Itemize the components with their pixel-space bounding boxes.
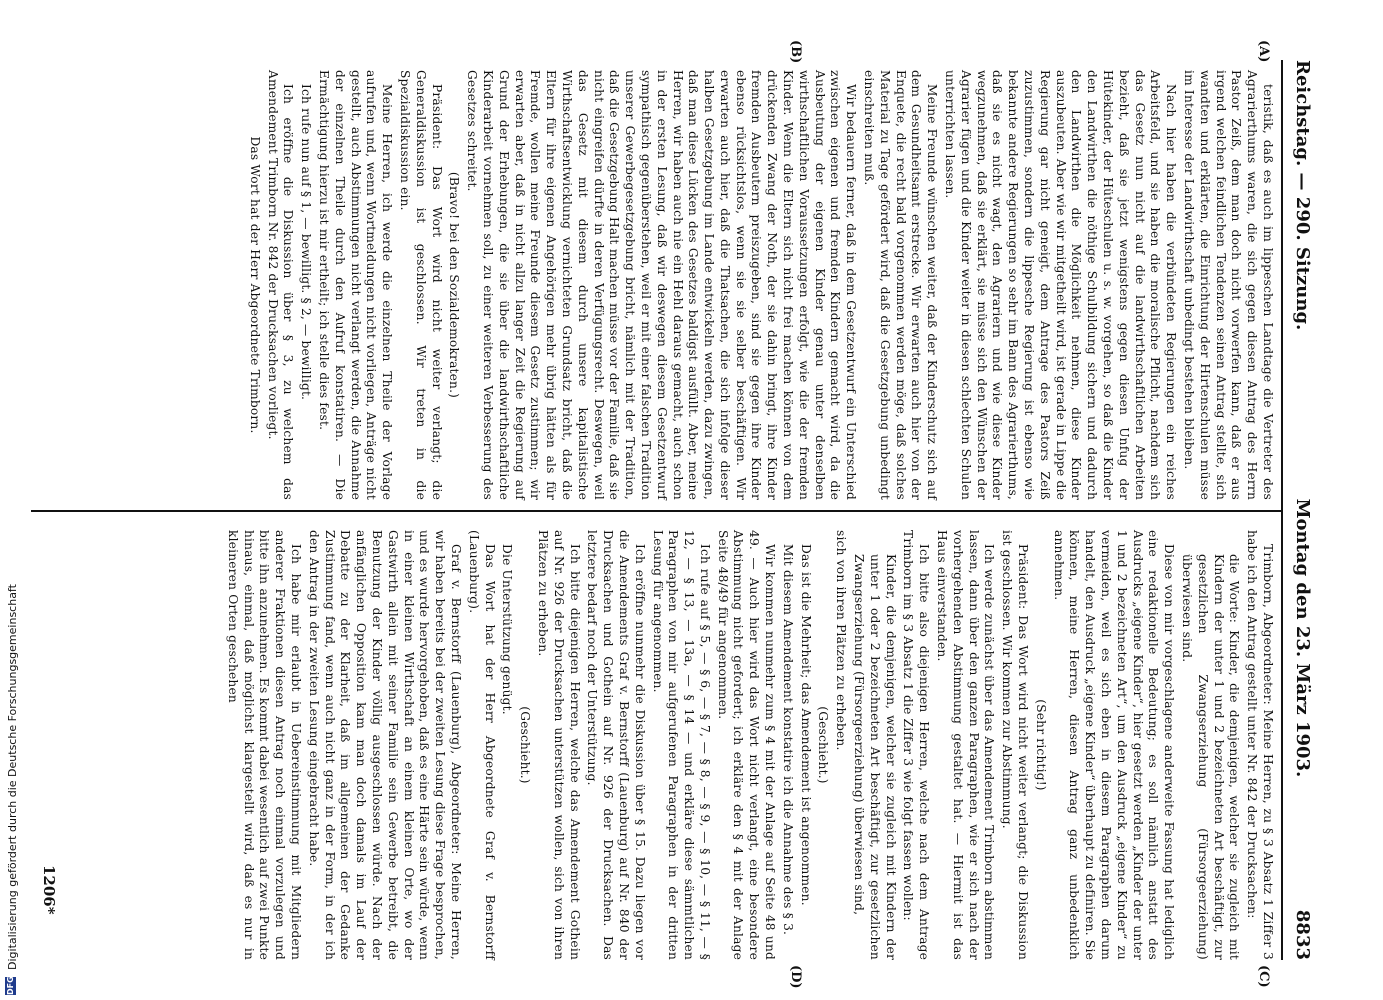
paragraph: Trimborn, Abgeordneter: Meine Herren, zu § 3 Absatz 1 Ziffer 3 habe ich den Antrag gestellt unter Nr. 842 der Drucksachen: [1245, 530, 1275, 960]
digitization-text: Digitalisierung gefördert durch die Deutsche Forschungsgemeinschaft [6, 584, 19, 970]
paragraph: Die Unterstützung genügt. [500, 544, 515, 715]
page-header [1287, 60, 1313, 960]
interjection: (Sehr richtig!) [1033, 699, 1048, 791]
header-left: Reichstag. — 290. Sitzung. [1292, 60, 1313, 331]
interjection: (Geschieht.) [816, 706, 831, 784]
header-date: Montag den 23. März 1903. [1292, 498, 1313, 778]
paragraph: teristik, daß es auch im lippeschen Landtage die Vertreter des Agrarierthums waren, die sich gegen diesen Antrag des Herrn Pastor Zeiß, dem man doch nicht vorwerfen kann, daß er aus irgend welchen feindlichen Tendenzen seinen Antrag stellte, sich wandten und erklärten, die Einrichtung der Hirtenschulen müsse im Interesse der Landwirthschaft unbedingt bestehen bleiben. [1182, 70, 1275, 500]
margin-marker-d: (D) [788, 965, 803, 989]
paragraph: Wir bedauern ferner, daß in dem Gesetzentwurf ein Unterschied zwischen eigenen und fremden Kindern gemacht wird, da die Ausbeutung der eigenen Kinder genau unter denselben wirthschaftlichen Voraussetzungen erfolgt, wie die der fremden Kinder. Wenn die Eltern sich nicht frei machen können von dem drückenden Zwang der Noth, der sie dahin bringt, ihre Kinder fremden Ausbeutern preiszugeben, sind sie gegen ihre Kinder ebenso rücksichtslos, wenn sie sie selber beschäftigen. Wir erwarten auch hier, daß die Thatsachen, die sich infolge dieser halben Gesetzgebung im Lande entwickeln werden, dazu zwingen, daß man diese Lücken des Gesetzes baldigst ausfüllt. Aber, meine Herren, wir haben auch nie ein Hehl daraus gemacht, auch schon in der ersten Lesung, daß wir deswegen diesem Gesetzentwurf sympathisch gegenüberstehen, weil er mit einer falschen Tradition unserer Gewerbegesetzgebung bricht, nämlich mit der Tradition, daß die Gesetzgebung Halt machen müsse vor der Familie, daß sie nicht eingreifen dürfte in deren Verfügungsrecht. Deswegen, weil das Gesetz mit diesem durch unsere kapitalistische Wirthschaftsentwicklung vernichteten Grundsatz bricht, daß die Eltern für ihre eigenen Angehörigen mehr übrig hätten als für Fremde, wollen meine Freunde diesem Gesetz zustimmen; wir erwarten aber, daß in nicht allzu langer Zeit die Regierung auf Grund der Erhebungen, die sie über die landwirthschaftliche Kinderarbeit vornehmen soll, zu einer weiteren Verbesserung des Gesetzes schreitet. [465, 70, 859, 500]
paragraph: Ich eröffne die Diskussion über § 3, zu welchem das Amendement Trimborn Nr. 842 der Drucksachen vorliegt. [265, 70, 296, 500]
paragraph: Ich habe mir erlaubt in Uebereinstimmung mit Mitgliedern anderer Fraktionen diesen Antrag noch einmal vorzulegen und bitte ihn anzunehmen. Es kommt dabei wesentlich auf zwei Punkte hinaus, einmal, daß möglichst klargestellt wird, daß es nur in kleineren Orten geschehen [225, 530, 303, 960]
paragraph: Meine Freunde wünschen weiter, daß der Kinderschutz sich auf dem Gesundheitsamt erstrecke. Wir erwarten auch hier von der Enquete, die recht bald vorgenommen werden möge, daß solches Material zu Tage gefördert wird, daß die Gesetzgebung unbedingt einschreiten muß. [862, 70, 940, 500]
applause-note: (Bravo! bei den Sozialdemokraten.) [447, 171, 462, 399]
paragraph: Das ist die Mehrheit; das Amendement ist angenommen. [798, 544, 813, 906]
paragraph: Ich werde zunächst über das Amendement Trimborn abstimmen lassen, dann über den ganzen Paragraphen, wie er sich nach der vorhergehenden Abstimmung gestaltet hat. — Hiermit ist das Haus einverstanden. [935, 530, 997, 960]
paragraph: Präsident: Das Wort wird nicht weiter verlangt; die Diskussion ist geschlossen. Wir kommen zur Abstimmung. [1000, 530, 1031, 960]
header-right [1292, 499, 1313, 960]
paragraph: Präsident: Das Wort wird nicht weiter verlangt; die Generaldiskussion ist geschlossen. Wir treten in die Spezialdiskussion ein. [397, 70, 444, 500]
margin-marker-c: (C) [1256, 965, 1271, 988]
margin-marker-a: (A) [1256, 40, 1271, 63]
paragraph: Ich rufe auf § 5, — § 6, — § 7, — § 8, — § 9, — § 10, — § 11, — § 12, — § 13, — 13a, — § 14 — und erkläre diese sämmtlichen Paragraphen von mir aufgerufenen Paragraphen in der dritten Lesung für angenommen. [650, 530, 712, 960]
paragraph: Meine Herren, ich werde die einzelnen Theile der Vorlage aufrufen und, wenn Wortmeldungen nicht vorliegen, Anträge nicht gestellt, auch Abstimmungen nicht verlangt werden, die Annahme der einzelnen Theile durch den Aufruf konstatiren. — Die Ermächtigung hierzu ist mir ertheilt; ich stelle dies fest. [316, 70, 395, 500]
left-column [244, 70, 1275, 500]
paragraph: Graf v. Bernstorff (Lauenburg), Abgeordneter: Meine Herren, wir haben bereits bei der zweiten Lesung diese Frage besprochen, und es wurde hervorgehoben, daß es eine Härte sein würde, wenn in einer kleinen Wirthschaft an einem kleinen Orte, wo der Gastwirth allein mit seiner Familie sein Gewerbe betreibt, die Benutzung der Kinder völlig ausgeschlossen würde. Nach der anfänglichen Opposition kam man doch damals im Lauf der Debatte zu der Klarheit, daß im allgemeinen der Gedanke Zustimmung fand, wenn auch nicht ganz in der Form, in der ich den Antrag in der zweiten Lesung eingebracht habe. [306, 530, 463, 960]
footer-signature: 1206* [40, 865, 58, 915]
paragraph: Nach hier haben die verbündeten Regierungen ein reiches Arbeitsfeld, und sie haben die moralische Pflicht, nachdem sich das Gesetz nun nicht auf die landwirthschaftlichen Arbeiten bezieht, daß sie jetzt wenigstens gegen diesen Unfug der Hütekinder, der Hüteschulen u. s. w. vorgehen, so daß die Kinder den Landwirthen die nöthige Schulbildung sichern und dadurch den Landwirthen die Möglichkeit nehmen, diese Kinder auszubeuten. Aber wie wir mitgetheilt wird, ist gerade in Lippe die Regierung gar nicht geneigt, dem Antrage des Pastors Zeiß zuzustimmen, sondern die lippesche Regierung ist ebenso wie bekannte andere Regierungen so sehr im Bann des Agrarierthums, daß sie es nicht wagt, den Agrariern und wie diese Kinder wegzunehmen, daß sie erklärt, sie müsse sich den Wünschen der Agrarier fügen und die Kinder weiter in diesen schlechten Schulen unterrichten lassen. [943, 70, 1179, 500]
paragraph: Ich rufe nun auf § 1, — bewilligt. § 2, — bewilligt. [299, 84, 314, 401]
interjection: (Geschieht.) [518, 706, 533, 784]
paragraph: Ich eröffne nunmehr die Diskussion über § 15. Dazu liegen vor die Amendements Graf v. Bernstorff (Lauenburg) auf Nr. 840 der Drucksachen und Gothein auf Nr. 926 der Drucksachen. Das letztere bedarf noch der Unterstützung. [585, 530, 647, 960]
dfg-logo: DFG [6, 976, 15, 995]
paragraph: Das Wort hat der Herr Abgeordnete Graf v. Bernstorff (Lauenburg). [466, 530, 497, 960]
digitization-note [0, 0, 22, 1000]
right-column [222, 530, 1275, 960]
paragraph: Wir kommen nunmehr zum § 4 mit der Anlage auf Seite 48 und 49. — Auch hier wird das Wort nicht verlangt, eine besondere Abstimmung nicht gefordert; ich erkläre den § 4 mit der Anlage Seite 48/49 für angenommen. [715, 530, 778, 960]
header-rule [1281, 60, 1283, 960]
paragraph: Mit diesem Amendement konstatire ich die Annahme des § 3. [780, 544, 795, 936]
margin-marker-b: (B) [788, 40, 803, 64]
speaker-call: Das Wort hat der Herr Abgeordnete Trimborn. [247, 136, 262, 434]
paragraph: Diese von mir vorgeschlagene anderweite Fassung hat lediglich eine redaktionelle Bedeutung; es soll nämlich anstatt des Ausdrucks „eigene Kinder“, hier gesetzt werden „Kinder der unter 1 und 2 bezeichneten Art“, um den Ausdruck „eigene Kinder“ zu vermeiden, weil es sich eben in diesem Paragraphen darum handelt, den Ausdruck „eigene Kinder“ überhaupt zu definiren. Sie können, meine Herren, diesen Antrag ganz unbedenklich annehmen. [1051, 530, 1177, 960]
column-divider [31, 510, 1281, 512]
paragraph: Ich bitte diejenigen Herren, welche das Amendement Gothein auf Nr. 926 der Drucksachen unterstützen wollen, sich von ihren Plätzen zu erheben. [535, 530, 582, 960]
paragraph: sich von ihren Plätzen zu erheben. [834, 530, 849, 751]
page-number: 8833 [1292, 909, 1313, 960]
paragraph: Ich bitte also diejenigen Herren, welche nach dem Antrage Trimborn im § 3 Absatz 1 die Ziffer 3 wie folgt fassen wollen: [901, 530, 932, 960]
quoted-amendment: Kinder, die demjenigen, welcher sie zugleich mit Kindern der unter 1 oder 2 bezeichneten Art beschäftigt, zur gesetzlichen Zwangserziehung (Fürsorgeerziehung) überwiesen sind, [852, 554, 898, 960]
quoted-amendment: die Worte: Kinder, die demjenigen, welcher sie zugleich mit Kindern der unter 1 und 2 bezeichneten Art beschäftigt, zur gesetzlichen Zwangserziehung (Fürsorgeerziehung) überwiesen sind. [1180, 554, 1242, 960]
